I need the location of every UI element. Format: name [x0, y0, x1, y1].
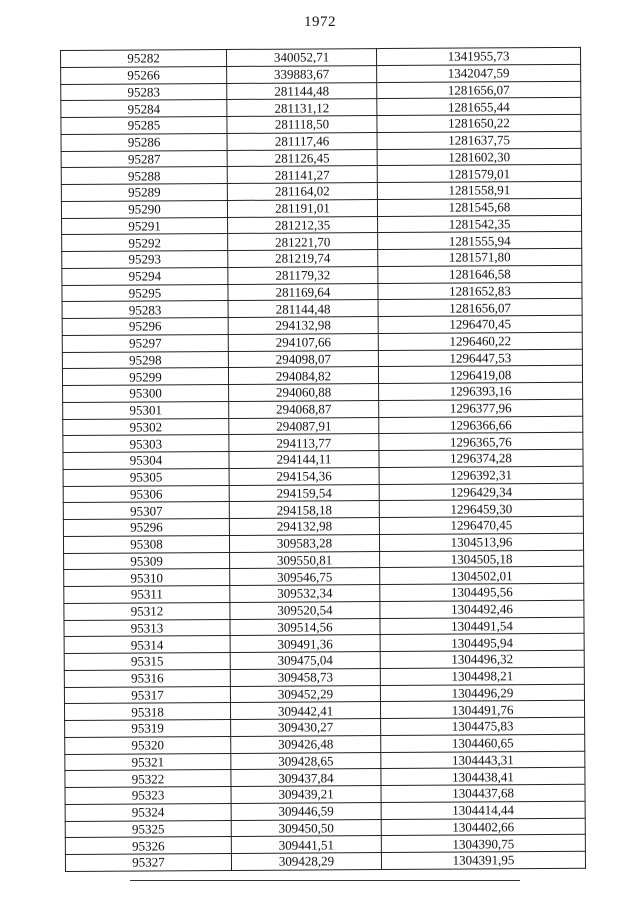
y-coordinate-cell: 1281652,83: [378, 282, 582, 300]
point-number-cell: 95325: [65, 820, 231, 838]
point-number-cell: 95303: [63, 435, 229, 453]
x-coordinate-cell: 309442,41: [230, 702, 380, 720]
x-coordinate-cell: 281126,45: [227, 149, 377, 167]
point-number-cell: 95294: [62, 267, 228, 285]
y-coordinate-cell: 1304475,83: [381, 717, 585, 735]
x-coordinate-cell: 294087,91: [229, 417, 379, 435]
y-coordinate-cell: 1304495,56: [380, 583, 584, 601]
y-coordinate-cell: 1304496,29: [380, 684, 584, 702]
x-coordinate-cell: 281141,27: [227, 166, 377, 184]
x-coordinate-cell: 309430,27: [231, 719, 381, 737]
point-number-cell: 95287: [61, 150, 227, 168]
point-number-cell: 95301: [63, 401, 229, 419]
x-coordinate-cell: 294107,66: [228, 333, 378, 351]
point-number-cell: 95307: [63, 502, 229, 520]
x-coordinate-cell: 294144,11: [229, 451, 379, 469]
page-number: 1972: [304, 14, 336, 30]
x-coordinate-cell: 294159,54: [229, 484, 379, 502]
y-coordinate-cell: 1304414,44: [381, 801, 585, 819]
y-coordinate-cell: 1281558,91: [377, 181, 581, 199]
footer-rule: [130, 880, 520, 881]
point-number-cell: 95291: [62, 217, 228, 235]
point-number-cell: 95314: [64, 636, 230, 654]
point-number-cell: 95313: [64, 619, 230, 637]
point-number-cell: 95295: [62, 284, 228, 302]
y-coordinate-cell: 1304491,54: [380, 617, 584, 635]
y-coordinate-cell: 1281655,44: [377, 98, 581, 116]
x-coordinate-cell: 309532,34: [230, 585, 380, 603]
point-number-cell: 95289: [61, 183, 227, 201]
point-number-cell: 95321: [65, 753, 231, 771]
point-number-cell: 95299: [62, 368, 228, 386]
x-coordinate-cell: 294113,77: [229, 434, 379, 452]
point-number-cell: 95266: [61, 66, 227, 84]
x-coordinate-cell: 309439,21: [231, 786, 381, 804]
y-coordinate-cell: 1304460,65: [381, 734, 585, 752]
y-coordinate-cell: 1304438,41: [381, 768, 585, 786]
y-coordinate-cell: 1281637,75: [377, 131, 581, 149]
x-coordinate-cell: 281191,01: [227, 199, 377, 217]
x-coordinate-cell: 281117,46: [227, 132, 377, 150]
table-row: [65, 851, 585, 871]
y-coordinate-cell: 1296470,45: [378, 315, 582, 333]
x-coordinate-cell: 309583,28: [229, 534, 379, 552]
point-number-cell: 95293: [62, 250, 228, 268]
y-coordinate-cell: 1304502,01: [380, 567, 584, 585]
point-number-cell: 95288: [61, 167, 227, 185]
y-coordinate-cell: 1304443,31: [381, 751, 585, 769]
y-coordinate-cell: 1296419,08: [378, 366, 582, 384]
point-number-cell: 95310: [64, 569, 230, 587]
x-coordinate-cell: 309458,73: [230, 668, 380, 686]
y-coordinate-cell: 1304496,32: [380, 650, 584, 668]
x-coordinate-cell: 294084,82: [228, 367, 378, 385]
point-number-cell: 95285: [61, 116, 227, 134]
point-number-cell: 95296: [63, 518, 229, 536]
x-coordinate-cell: 294132,98: [228, 317, 378, 335]
x-coordinate-cell: 281169,64: [228, 283, 378, 301]
y-coordinate-cell: 1296374,28: [379, 449, 583, 467]
y-coordinate-cell: 1304505,18: [380, 550, 584, 568]
x-coordinate-cell: 309514,56: [230, 618, 380, 636]
x-coordinate-cell: 340052,71: [226, 49, 376, 67]
x-coordinate-cell: 309546,75: [230, 568, 380, 586]
point-number-cell: 95304: [63, 451, 229, 469]
point-number-cell: 95327: [65, 853, 231, 871]
point-number-cell: 95292: [62, 234, 228, 252]
point-number-cell: 95324: [65, 803, 231, 821]
coordinates-table-body: [61, 47, 586, 871]
y-coordinate-cell: 1296392,31: [379, 466, 583, 484]
x-coordinate-cell: 309550,81: [230, 551, 380, 569]
point-number-cell: 95317: [64, 686, 230, 704]
x-coordinate-cell: 281179,32: [228, 266, 378, 284]
x-coordinate-cell: 281144,48: [228, 300, 378, 318]
point-number-cell: 95300: [63, 384, 229, 402]
x-coordinate-cell: 294154,36: [229, 467, 379, 485]
point-number-cell: 95322: [65, 770, 231, 788]
y-coordinate-cell: 1304492,46: [380, 600, 584, 618]
point-number-cell: 95286: [61, 133, 227, 151]
y-coordinate-cell: 1281545,68: [377, 198, 581, 216]
y-coordinate-cell: 1296460,22: [378, 332, 582, 350]
y-coordinate-cell: 1304498,21: [380, 667, 584, 685]
y-coordinate-cell: 1281571,80: [378, 248, 582, 266]
point-number-cell: 95316: [64, 669, 230, 687]
x-coordinate-cell: 281164,02: [227, 183, 377, 201]
x-coordinate-cell: 309475,04: [230, 652, 380, 670]
point-number-cell: 95298: [62, 351, 228, 369]
point-number-cell: 95282: [61, 49, 227, 67]
point-number-cell: 95323: [65, 786, 231, 804]
y-coordinate-cell: 1281656,07: [377, 81, 581, 99]
point-number-cell: 95318: [64, 703, 230, 721]
point-number-cell: 95312: [64, 602, 230, 620]
x-coordinate-cell: 309452,29: [230, 685, 380, 703]
x-coordinate-cell: 309437,84: [231, 769, 381, 787]
y-coordinate-cell: 1281602,30: [377, 148, 581, 166]
x-coordinate-cell: 281221,70: [228, 233, 378, 251]
x-coordinate-cell: 309446,59: [231, 802, 381, 820]
y-coordinate-cell: 1304437,68: [381, 784, 585, 802]
x-coordinate-cell: 339883,67: [227, 65, 377, 83]
y-coordinate-cell: 1296447,53: [378, 349, 582, 367]
y-coordinate-cell: 1281646,58: [378, 265, 582, 283]
point-number-cell: 95297: [62, 334, 228, 352]
y-coordinate-cell: 1304495,94: [380, 634, 584, 652]
point-number-cell: 95283: [62, 301, 228, 319]
x-coordinate-cell: 309426,48: [231, 735, 381, 753]
point-number-cell: 95302: [63, 418, 229, 436]
y-coordinate-cell: 1304491,76: [380, 701, 584, 719]
y-coordinate-cell: 1281555,94: [378, 232, 582, 250]
y-coordinate-cell: 1296429,34: [379, 483, 583, 501]
y-coordinate-cell: 1304513,96: [379, 533, 583, 551]
x-coordinate-cell: 309428,65: [231, 752, 381, 770]
y-coordinate-cell: 1342047,59: [377, 64, 581, 82]
y-coordinate-cell: 1304390,75: [381, 835, 585, 853]
y-coordinate-cell: 1281650,22: [377, 114, 581, 132]
x-coordinate-cell: 309428,29: [231, 853, 381, 871]
y-coordinate-cell: 1281656,07: [378, 299, 582, 317]
point-number-cell: 95306: [63, 485, 229, 503]
x-coordinate-cell: 309520,54: [230, 601, 380, 619]
point-number-cell: 95326: [65, 837, 231, 855]
x-coordinate-cell: 294132,98: [229, 518, 379, 536]
point-number-cell: 95319: [65, 719, 231, 737]
y-coordinate-cell: 1296459,30: [379, 500, 583, 518]
x-coordinate-cell: 309450,50: [231, 819, 381, 837]
point-number-cell: 95296: [62, 317, 228, 335]
point-number-cell: 95308: [63, 535, 229, 553]
x-coordinate-cell: 281118,50: [227, 116, 377, 134]
y-coordinate-cell: 1296366,66: [379, 416, 583, 434]
x-coordinate-cell: 294098,07: [228, 350, 378, 368]
x-coordinate-cell: 294068,87: [229, 400, 379, 418]
x-coordinate-cell: 281219,74: [228, 250, 378, 268]
x-coordinate-cell: 309441,51: [231, 836, 381, 854]
x-coordinate-cell: 281212,35: [228, 216, 378, 234]
point-number-cell: 95290: [61, 200, 227, 218]
y-coordinate-cell: 1296393,16: [379, 382, 583, 400]
x-coordinate-cell: 281144,48: [227, 82, 377, 100]
point-number-cell: 95309: [64, 552, 230, 570]
point-number-cell: 95315: [64, 652, 230, 670]
point-number-cell: 95283: [61, 83, 227, 101]
point-number-cell: 95305: [63, 468, 229, 486]
coordinates-table: [60, 47, 586, 872]
y-coordinate-cell: 1296377,96: [379, 399, 583, 417]
point-number-cell: 95284: [61, 100, 227, 118]
y-coordinate-cell: 1281579,01: [377, 165, 581, 183]
x-coordinate-cell: 294060,88: [229, 384, 379, 402]
y-coordinate-cell: 1296365,76: [379, 433, 583, 451]
y-coordinate-cell: 1304402,66: [381, 818, 585, 836]
y-coordinate-cell: 1296470,45: [379, 516, 583, 534]
y-coordinate-cell: 1281542,35: [378, 215, 582, 233]
point-number-cell: 95320: [65, 736, 231, 754]
x-coordinate-cell: 309491,36: [230, 635, 380, 653]
point-number-cell: 95311: [64, 585, 230, 603]
x-coordinate-cell: 294158,18: [229, 501, 379, 519]
x-coordinate-cell: 281131,12: [227, 99, 377, 117]
y-coordinate-cell: 1304391,95: [381, 851, 585, 869]
y-coordinate-cell: 1341955,73: [376, 47, 580, 65]
